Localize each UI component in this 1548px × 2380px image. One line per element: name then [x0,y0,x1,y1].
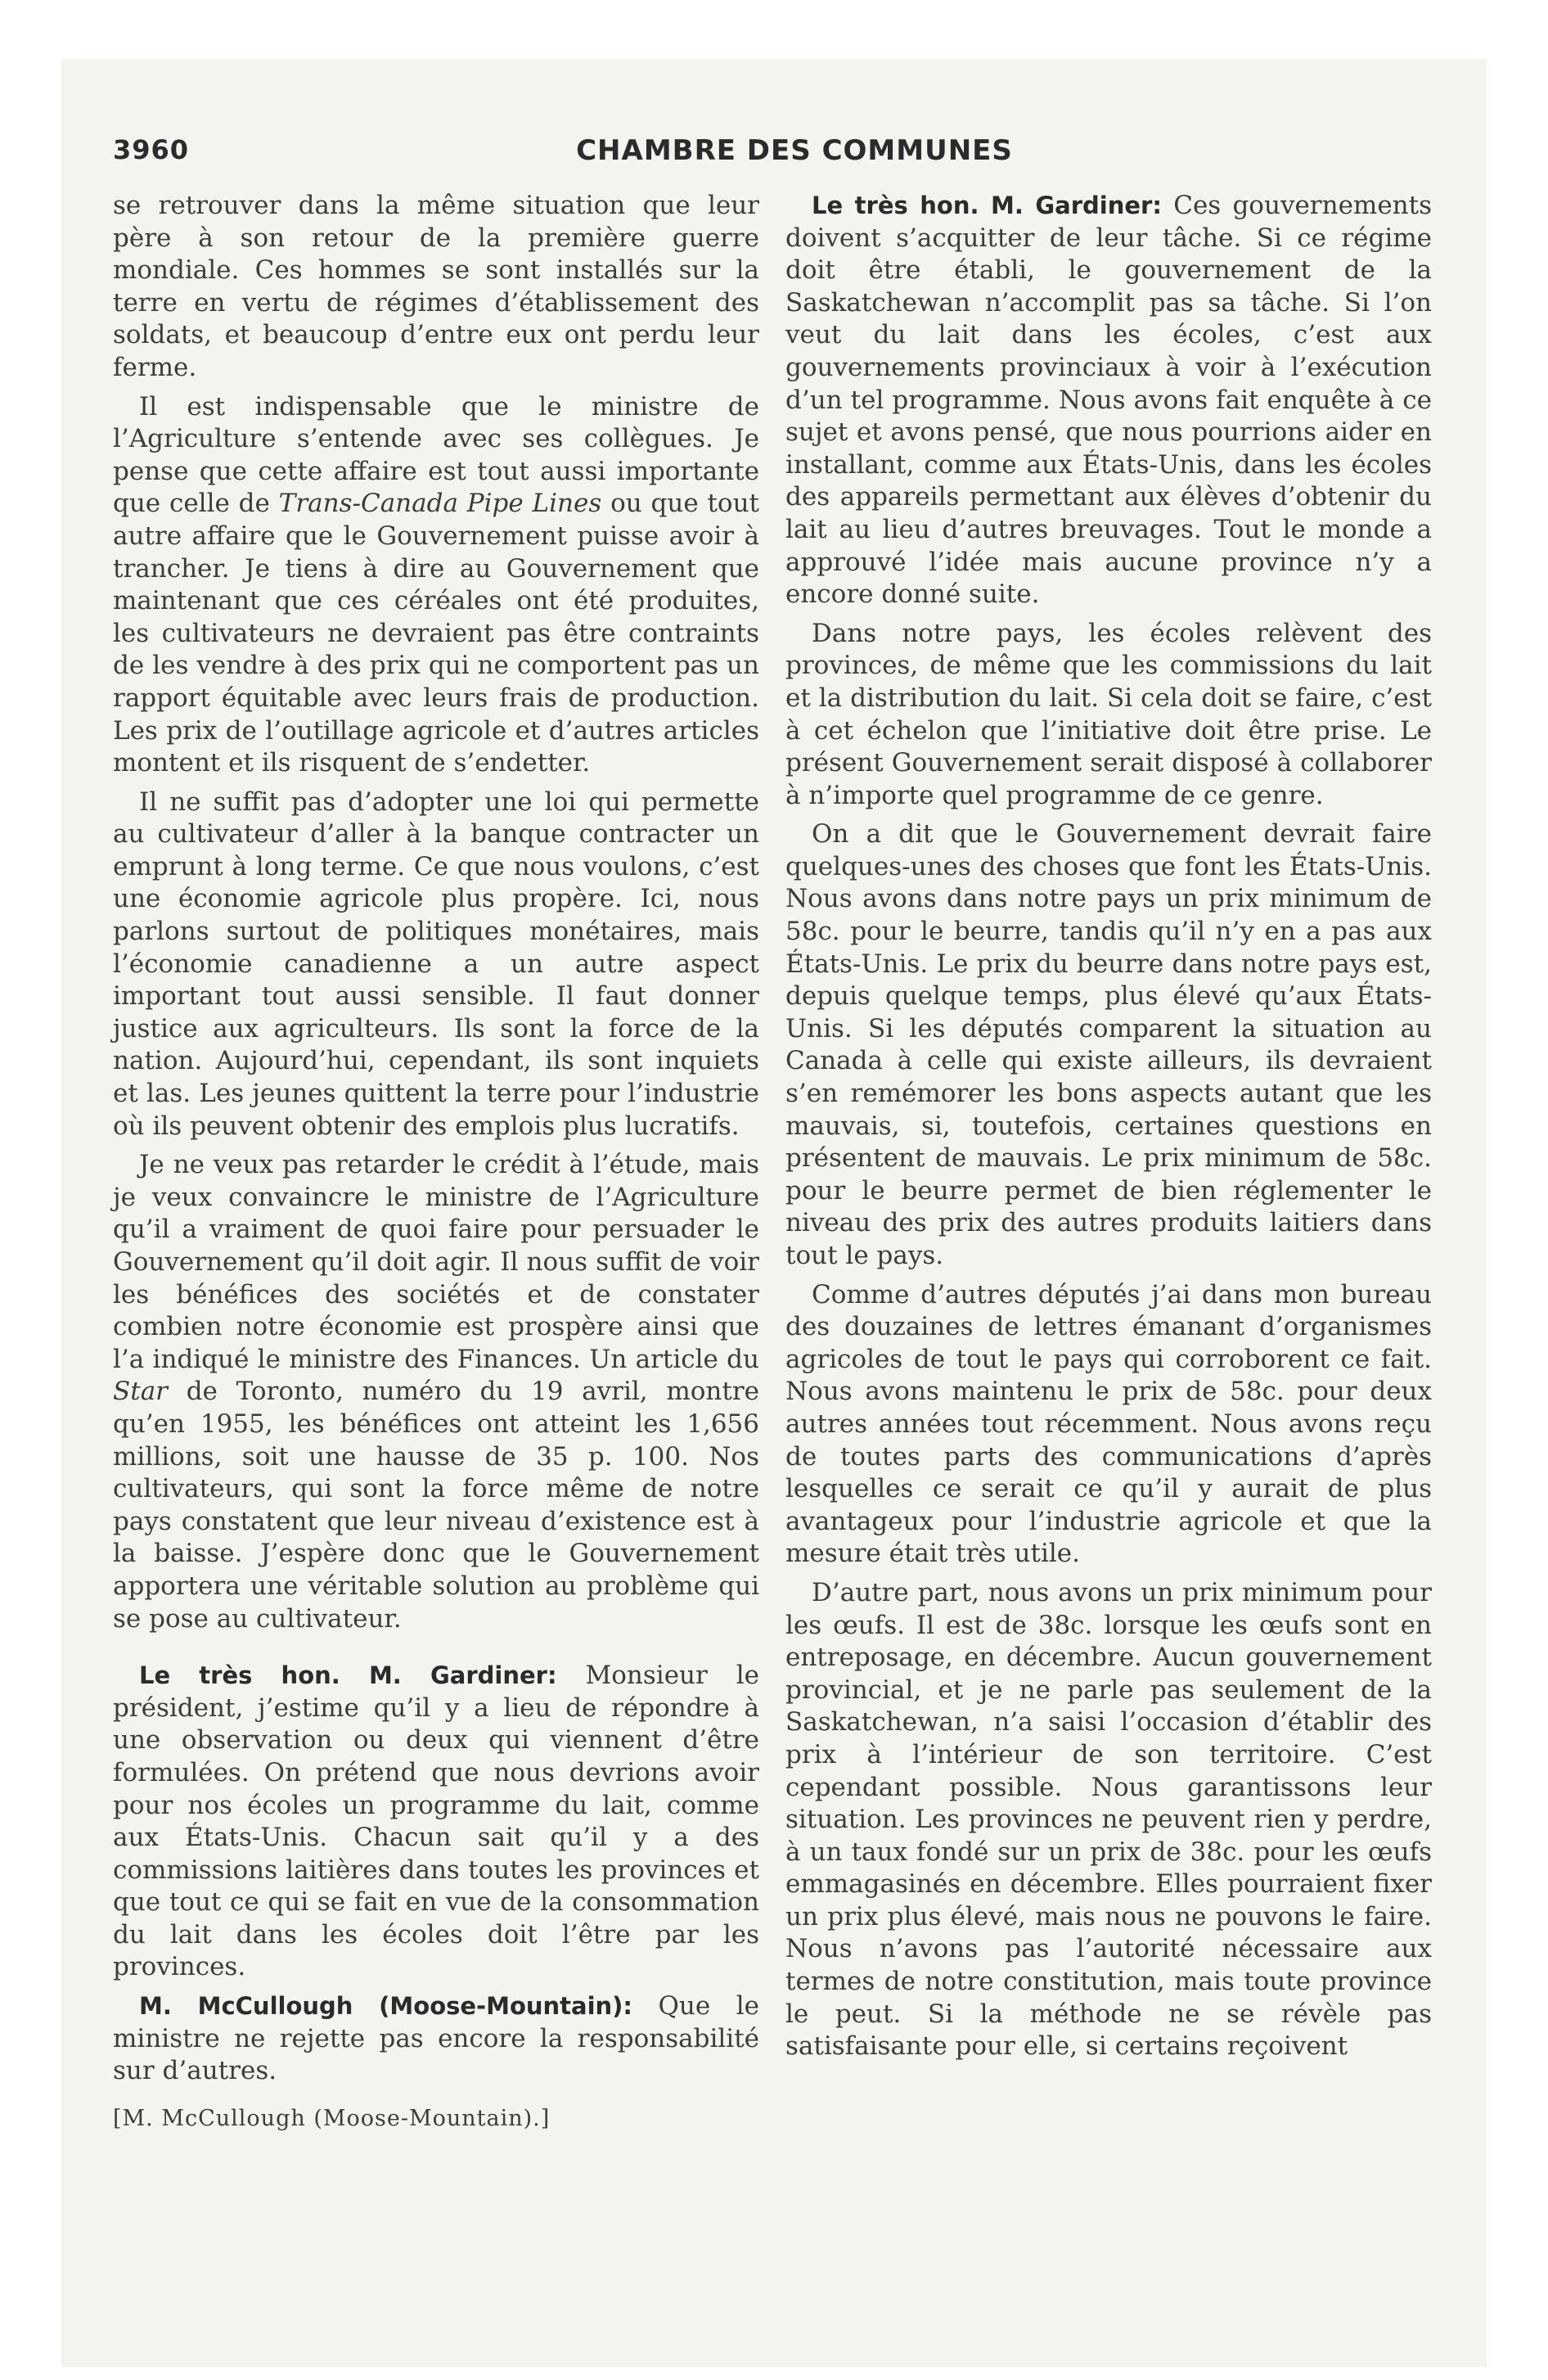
speech-paragraph [113,1660,759,1984]
speech-text: Que le ministre ne rejette pas encore la responsabilité sur d’autres. [113,1991,759,2086]
page-header [113,134,1476,170]
italic-title: Trans-Canada Pipe Lines [278,489,602,519]
speech-text: Ces gouvernements doivent s’acquitter de leur tâche. Si ce régime doit être établi, le gouvernement de la Saskatchewan n’accomplit pas sa tâche. Si l’on veut du lait dans les écoles, c’est aux gouvernements provinciaux à voir à l’exécution d’un tel programme. Nous avons fait enquête à ce sujet et avons pensé, que nous pourrions aider en installant, comme aux États-Unis, dans les écoles des appareils permettant aux élèves d’obtenir du lait au lieu d’autres breuvages. Tout le monde a approuvé l’idée mais aucune province n’y a encore donné suite. [785,191,1433,610]
text-run: Je ne veux pas retarder le crédit à l’étude, mais je veux convaincre le ministre de l’Agriculture qu’il a vraiment de quoi faire pour persuader le Gouvernement qu’il doit agir. Il nous suffit de voir les bénéfices des sociétés et de constater combien notre économie est prospère ainsi que l’a indiqué le ministre des Finances. Un article du [113,1150,759,1374]
speaker-name: Le très hon. M. Gardiner: [812,192,1162,219]
text-run: Il est indispensable que le ministre de l’Agriculture s’entende avec ses collègues. Je pense que cette affaire est tout aussi importante que celle de [113,391,759,519]
speech-text: Monsieur le président, j’estime qu’il y a lieu de répondre à une observation ou deux qui viennent d’être formulées. On prétend que nous devrions avoir pour nos écoles un programme du lait, comme aux États-Unis. Chacun sait qu’il y a des commissions laitières dans toutes les provinces et que tout ce qui se fait en vue de la consommation du lait dans les écoles doit l’être par les provinces. [113,1661,759,1982]
speaker-name: Le très hon. M. Gardiner: [139,1661,557,1690]
document-page [61,59,1487,2367]
text-run: ou que tout autre affaire que le Gouvernement puisse avoir à trancher. Je tiens à dire au Gouvernement que maintenant que ces céréales ont été produites, les cultivateurs ne devraient pas être contraints de les vendre à des prix qui ne comportent pas un rapport équitable avec leurs frais de production. Les prix de l’outillage agricole et d’autres articles montent et ils risquent de s’endetter. [113,489,760,778]
paragraph [113,391,759,780]
paragraph: D’autre part, nous avons un prix minimum pour les œufs. Il est de 38c. lorsque les œufs sont en entreposage, en décembre. Aucun gouvernement provincial, et je ne parle pas seulement de la Saskatchewan, n’a saisi l’occasion d’établir des prix à l’intérieur de son territoire. C’est cependant possible. Nous garantissons leur situation. Les provinces ne peuvent rien y perdre, à un taux fondé sur un prix de 38c. pour les œufs emmagasinés en décembre. Elles pourraient fixer un prix plus élevé, mais nous ne pouvons le faire. Nous n’avons pas l’autorité nécessaire aux termes de notre constitution, mais toute province le peut. Si la méthode ne se révèle pas satisfaisante pour elle, si certains reçoivent [785,1577,1432,2062]
speech-paragraph [113,1990,759,2088]
paragraph: Dans notre pays, les écoles relèvent des provinces, de même que les commissions du lait et la distribution du lait. Si cela doit se faire, c’est à cet échelon que l’initiative doit être prise. Le présent Gouvernement serait disposé à collaborer à n’importe quel programme de ce genre. [785,618,1432,810]
paragraph [113,1149,759,1635]
paragraph: se retrouver dans la même situation que leur père à son retour de la première guerre mondiale. Ces hommes se sont installés sur la terre en vertu de régimes d’établissement des soldats, et beaucoup d’entre eux ont perdu leur ferme. [113,191,759,382]
page-number: 3960 [113,134,190,165]
italic-title: Star [113,1377,168,1407]
paragraph: On a dit que le Gouvernement devrait faire quelques-unes des choses que font les États-Unis. Nous avons dans notre pays un prix minimum de 58c. pour le beurre, tandis qu’il n’y en a pas aux États-Unis. Le prix du beurre dans notre pays est, depuis quelque temps, plus élevé qu’aux États-Unis. Si les députés comparent la situation au Canada à celle qui existe ailleurs, ils devraient s’en remémorer les bons aspects autant que les mauvais, si, toutefois, certaines questions en présentent de mauvais. Le prix minimum de 58c. pour le beurre permet de bien réglementer le niveau des prix des autres produits laitiers dans tout le pays. [785,819,1432,1270]
speaker-name: M. McCullough (Moose-Mountain): [139,1992,633,2021]
paragraph: Il ne suffit pas d’adopter une loi qui permette au cultivateur d’aller à la banque contracter un emprunt à long terme. Ce que nous voulons, c’est une économie agricole plus propère. Ici, nous parlons surtout de politiques monétaires, mais l’économie canadienne a un autre aspect important tout aussi sensible. Il faut donner justice aux agriculteurs. Ils sont la force de la nation. Aujourd’hui, cependant, ils sont inquiets et las. Les jeunes quittent la terre pour l’industrie où ils peuvent obtenir des emplois plus lucratifs. [113,787,759,1141]
page-footer-note: [M. McCullough (Moose-Mountain).] [113,2105,551,2131]
text-run: de Toronto, numéro du 19 avril, montre qu’en 1955, les bénéfices ont atteint les 1,656 millions, soit une hausse de 35 p. 100. Nos cultivateurs, qui sont la force même de notre pays constatent que leur niveau d’existence est à la baisse. J’espère donc que le Gouvernement apportera une véritable solution au problème qui se pose au cultivateur. [113,1377,759,1634]
left-column [113,190,759,2141]
paragraph: Comme d’autres députés j’ai dans mon bureau des douzaines de lettres émanant d’organismes agricoles de tout le pays qui corroborent ce fait. Nous avons maintenu le prix de 58c. pour deux autres années tout récemment. Nous avons reçu de toutes parts des communications d’après lesquelles ce serait ce qu’il y aurait de plus avantageux pour l’industrie agricole et que la mesure était très utile. [785,1279,1432,1569]
right-column [785,190,1432,2070]
running-head: CHAMBRE DES COMMUNES [576,134,1013,167]
speech-paragraph [785,190,1432,611]
